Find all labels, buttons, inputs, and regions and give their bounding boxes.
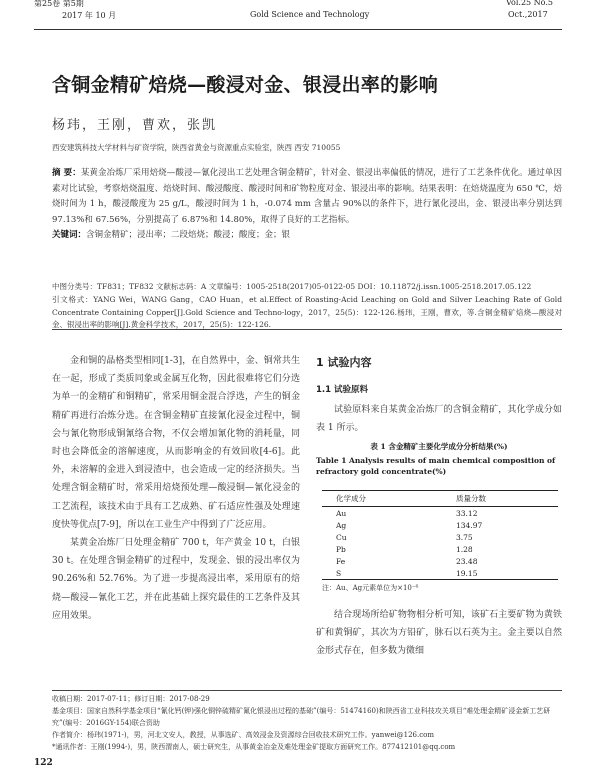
abstract [52,166,562,244]
header-journal: Gold Science and Technology [250,10,370,19]
table-caption-en: Table 1 Analysis results of main chemical composition of refractory gold concentrate(%) [316,456,556,476]
footnote-corresponding: *通讯作者：王刚(1994-)，男，陕西渭南人，硕士研究生，从事黄金冶金及难处理金矿提取方面研究工作。877412101@qq.com [52,743,456,751]
section-heading: 1 试验内容 [316,356,372,369]
authors: 杨玮，王刚，曹欢，张凯 [52,118,218,133]
keywords: 含铜金精矿；浸出率；二段焙烧；酸浸；酸度；金；银 [86,230,291,240]
table-row: Fe 23.48 [336,556,478,566]
abstract-text: 某黄金冶炼厂采用焙烧—酸浸—氰化浸出工艺处理含铜金精矿，针对金、银浸出率偏低的情况，进行了工艺条件优化。通过单因素对比试验，考察焙烧温度、焙烧时间、酸浸酸度、酸浸时间和矿物粒度对金、银浸出率的影响。结果表明：在焙烧温度为 650 ℃，焙烧时间为 1 h，酸浸酸度为 25 g/L，酸浸时间为 1 h，-0.074 mm 含量占 90%以的条件下，进行氰化浸出，金、银浸出率分别达到 97.13%和 67.56%，分别提高了 6.87%和 14.80%，取得了良好的工艺指标。 [52,168,562,225]
mineralogy-paragraph: 结合现场所给矿物物相分析可知，该矿石主要矿物为黄铁矿和黄铜矿，其次为方铅矿，脉石以石英为主。金主要以自然金形式存在，但多数为微细 [316,610,562,657]
abstract-label: 摘 要： [52,168,81,178]
table-caption-cn: 表 1 含金精矿主要化学成分分析结果(%) [370,442,508,451]
citation: 引文格式：YANG Wei，WANG Gang，CAO Huan，et al.Effect of Roasting-Acid Leaching on Gold and Silver Leaching Rate of Gold Concentrate Containing Copper[J].Gold Science and Techno-logy，2017，25(5)：122-126.杨玮，王刚，曹欢，等.含铜金精矿焙烧—酸浸对金、银浸出率的影响[J].黄金科学技术，2017，25(5)：122-126. [52,295,562,329]
page-number: 122 [34,758,53,768]
table-header-component: 化学成分 [322,491,456,507]
running-header [0,0,600,20]
materials-paragraph: 试验原料来自某黄金冶炼厂的含铜金精矿，其化学成分如表 1 所示。 [316,405,562,434]
composition-table [322,490,558,580]
footnote-rule [52,690,562,691]
table-row: S 19.15 [322,567,558,580]
subsection-heading: 1.1 试验原料 [316,385,369,395]
header-volume-cn: 第25卷 第5期 [34,0,84,8]
paper-title: 含铜金精矿焙烧—酸浸对金、银浸出率的影响 [52,74,439,96]
header-volume-en: Vol.25 No.5 [506,0,553,7]
left-column [52,352,300,625]
table-header-mass: 质量分数 [456,491,558,507]
intro-paragraph-2: 某黄金冶炼厂日处理金精矿 700 t，年产黄金 10 t，白银 30 t。在处理含铜金精矿的过程中，发现金、银的浸出率仅为 90.26%和 52.76%。为了进一步提高浸出率，采用原有的焙烧—酸浸—氰化工艺，并在此基础上探究最佳的工艺条件及其应用效果。 [52,538,300,621]
keywords-label: 关键词： [52,230,87,240]
table-note: 注：Au、Ag元素单位为×10⁻⁶ [322,584,419,592]
intro-paragraph-1: 金和铜的晶格类型相同[1-3]，在自然界中，金、铜常共生在一起，形成了类质同象或金属互化物，因此很难将它们分选为单一的金精矿和铜精矿，常采用铜金混合浮选，产生的铜金精矿再进行冶炼分选。在含铜金精矿直接氰化浸金过程中，铜会与氰化物形成铜氰络合物，不仅会增加氰化物的消耗量，同时也会降低金的溶解速度，从而影响金的有效回收[4-6]。此外，未溶解的金进入到浸渣中，也会造成一定的经济损失。当处理含铜金精矿时，常采用焙烧预处理—酸浸铜—氰化浸金的工艺流程，该技术由于具有工艺成熟、矿石适应性强及处理速度快等优点[7-9]，所以在工业生产中得到了广泛应用。 [52,356,300,530]
classification-line: 中图分类号：TF831；TF832 文献标志码：A 文章编号：1005-2518(2017)05-0122-05 DOI：10.11872/j.issn.1005-2518.2017.05.122 [52,282,532,291]
affiliation: 西安建筑科技大学材料与矿资学院，陕西省黄金与资源重点实验室，陕西 西安 710055 [52,143,341,152]
table-row: Au 33.12 [336,508,478,518]
table-row: Pb 1.28 [336,544,473,554]
header-date-cn: 2017 年 10 月 [62,11,117,20]
table-row: Ag 134.97 [336,520,483,530]
header-rule [34,29,562,30]
footnote-author: 作者简介：杨玮(1971-)，男，河北文安人，教授，从事选矿、高效浸金及资源综合回收技术研究工作。yanwei@126.com [52,731,435,739]
footnote-fund: 基金项目：国家自然科学基金项目“氰化钙(钾)强化铜锌硫精矿氰化银浸出过程的基础”(编号：51474160)和陕西省工业科技攻关项目“难处理金精矿浸金新工艺研究”(编号：2016GY-154)联合资助 [52,707,551,727]
header-divider [52,329,562,330]
table-header-row [322,491,558,507]
footnote-received: 收稿日期：2017-07-11；修订日期：2017-08-29 [52,695,210,703]
header-date-en: Oct.,2017 [508,10,548,19]
table-row: Cu 3.75 [336,532,473,542]
